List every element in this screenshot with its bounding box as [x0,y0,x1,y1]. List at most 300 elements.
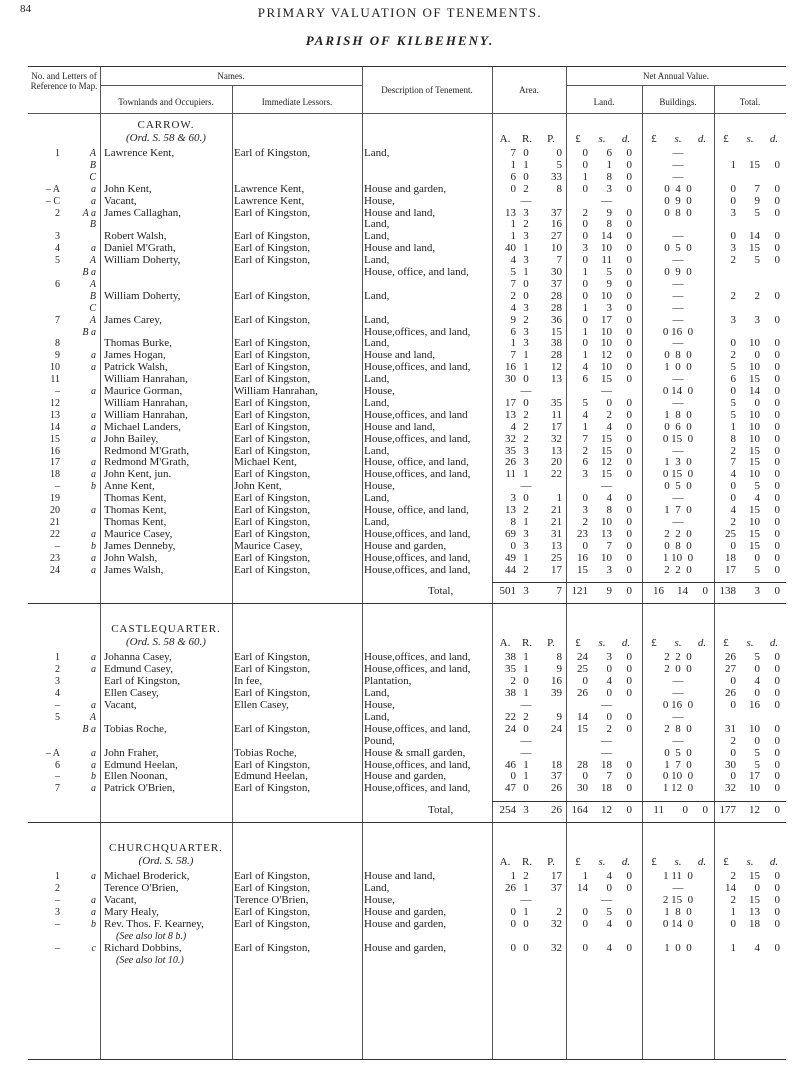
land-value-shillings: — [601,699,612,711]
map-ref-number: 2 [55,207,60,219]
land-value-pounds: 25 [577,663,588,676]
buildings-value: 2 15 0 [662,894,694,906]
ordnance-sheet: (Ord. S. 58 & 60.) [126,132,206,144]
land-value-pence: 0 [626,527,632,540]
land-value-pence: 0 [626,266,632,278]
area-acres: 13 [505,504,516,516]
occupier-name: Earl of Kingston, [104,675,181,688]
total-buildings-shillings: 0 [682,804,688,817]
area-roods: 2 [523,870,529,883]
map-ref-letter: a [91,528,96,540]
lessor-name: Earl of Kingston, [234,361,311,374]
header-total: Total. [739,97,761,107]
area-perches: 38 [551,337,562,350]
area-perches: 10 [551,242,562,255]
total-land-pence: 0 [626,804,632,817]
lessor-name: Earl of Kingston, [234,230,311,243]
total-value-shillings: 5 [754,746,760,759]
area-acres: 26 [505,882,516,895]
total-value-pence: 0 [774,432,780,445]
total-value-pence: 0 [774,882,780,895]
land-value-pence: 0 [626,468,632,481]
map-ref-number: 9 [55,350,60,362]
area-perches: 0 [556,147,562,159]
land-value-pounds: 0 [582,218,588,231]
land-value-pounds: 1 [582,301,588,314]
map-ref-number: – [55,700,60,711]
land-value-pence: 0 [626,563,632,576]
map-ref-number: 4 [55,243,60,255]
total-value-pounds: 6 [730,373,736,386]
total-value-shillings: 15 [749,504,760,516]
total-value-pounds: 1 [730,941,736,954]
area-perches: 32 [551,917,562,930]
area-acres: 49 [505,551,516,564]
area-acres: 38 [505,687,516,700]
unit-pence: d. [769,637,779,650]
land-value-pounds: 0 [582,675,588,688]
area-roods: 2 [523,218,529,231]
land-value-pence: 0 [626,917,632,930]
occupier-name: Patrick O'Brien, [104,782,176,795]
buildings-value: 0 16 0 [662,325,694,338]
map-ref-letter: b [91,771,96,783]
buildings-value: 0 9 0 [664,266,692,278]
occupier-name: James Carey, [104,313,162,326]
total-value-pounds: 0 [730,539,736,552]
total-value-pounds: 0 [730,480,736,493]
total-value-shillings: 10 [749,722,760,735]
grand-total-pounds: 138 [719,585,736,598]
area-perches: 26 [551,782,562,795]
unit-pence: d. [769,133,779,145]
lessor-name: Earl of Kingston, [234,396,311,409]
area-perches: 13 [551,444,562,457]
tenement-description: Land, [364,147,390,159]
area-perches: 7 [556,254,562,267]
total-value-shillings: 16 [749,699,760,711]
land-value-shillings: 4 [606,917,612,930]
area-roods: 0 [523,917,529,930]
tenement-description: House and garden, [364,539,447,552]
land-value-pounds: 4 [582,361,588,374]
land-value-shillings: 7 [606,539,612,552]
lessor-name: Earl of Kingston, [234,492,311,505]
occupier-name: James Walsh, [104,563,164,576]
tenement-description: House and land, [364,206,436,219]
occupier-name: Johanna Casey, [104,651,172,664]
area-perches: 16 [551,218,562,231]
land-value-pence: 0 [626,147,632,159]
total-value-shillings: 15 [749,894,760,906]
land-value-shillings: 10 [601,515,612,528]
running-title: PRIMARY VALUATION OF TENEMENTS. [257,5,543,20]
area-roods: 1 [523,905,529,918]
area-roods: 0 [523,277,529,290]
land-value-shillings: 1 [606,158,612,171]
area-roods: — [520,746,532,759]
area-roods: 0 [523,941,529,954]
land-value-shillings: 18 [601,782,612,795]
tenement-description: House,offices, and land, [364,325,471,338]
tenement-description: House,offices, and land, [364,563,471,576]
area-acres: 3 [510,492,516,505]
area-acres: 5 [510,266,516,278]
land-value-pounds: 0 [582,313,588,326]
map-ref-letter: a [91,362,96,374]
lessor-name: Earl of Kingston, [234,337,311,350]
total-value-pounds: 17 [725,563,736,576]
area-roods: 1 [523,515,529,528]
total-value-pence: 0 [774,468,780,481]
map-ref-letter: B [89,290,96,302]
land-value-pounds: 15 [577,722,588,735]
land-value-shillings: 10 [601,361,612,374]
land-value-shillings: 11 [601,254,612,267]
land-value-pence: 0 [626,373,632,386]
area-perches: 18 [551,758,562,771]
header-townlands: Townlands and Occupiers. [118,97,214,107]
map-ref-letter: a [91,895,96,906]
map-ref-number: 17 [50,457,60,469]
land-value-shillings: 0 [606,663,612,676]
occupier-name: William Hanrahan, [104,408,188,421]
townland-name: CHURCHQUARTER. [109,842,223,855]
total-value-pounds: 2 [730,870,736,883]
total-value-pence: 0 [774,941,780,954]
total-value-pence: 0 [774,687,780,700]
land-value-pounds: 0 [582,905,588,918]
lessor-name: Earl of Kingston, [234,870,311,883]
total-buildings-pence: 0 [702,804,708,817]
area-acres: 35 [505,663,516,676]
area-perches: 32 [551,941,562,954]
buildings-value: — [672,515,684,528]
land-value-pounds: 0 [582,182,588,195]
tenement-description: Pound, [364,734,395,747]
land-value-pence: 0 [626,663,632,676]
total-value-pounds: 2 [730,444,736,457]
tenement-description: House, [364,699,395,711]
area-roods: 0 [523,147,529,159]
total-value-pounds: 5 [730,361,736,374]
occupier-name: Richard Dobbins, [104,941,182,954]
map-ref-number: 1 [55,652,60,664]
land-value-pence: 0 [626,456,632,469]
occupier-name: Anne Kent, [104,480,155,493]
land-value-shillings: 4 [606,870,612,883]
ordnance-sheet: (Ord. S. 58 & 60.) [126,636,206,649]
area-perches: 17 [551,420,562,433]
area-roods: 3 [523,206,529,219]
total-value-pence: 0 [774,242,780,255]
map-ref-number: 15 [50,433,60,445]
total-value-pounds: 0 [730,917,736,930]
area-perches: 21 [551,515,562,528]
unit-pence: d. [697,133,707,145]
total-value-pence: 0 [774,313,780,326]
lessor-name: Lawrence Kent, [234,194,305,207]
land-value-pence: 0 [626,651,632,664]
area-roods: — [520,480,532,493]
land-value-shillings: — [601,480,612,493]
total-value-shillings: 4 [754,941,760,954]
total-value-pounds: 26 [725,687,736,700]
total-land-pounds: 121 [571,585,588,598]
grand-total-shillings: 3 [754,585,760,598]
lessor-name: Tobias Roche, [234,746,297,759]
land-value-pence: 0 [626,349,632,362]
area-roods: 1 [523,882,529,895]
total-value-shillings: 10 [749,515,760,528]
townland-heading [100,119,232,145]
total-value-pounds: 30 [725,758,736,771]
total-value-pounds: 5 [730,408,736,421]
total-value-pounds: 1 [730,905,736,918]
unit-perches: P. [547,637,555,650]
map-ref-letter: a [91,421,96,433]
occupier-name: Lawrence Kent, [104,147,175,159]
tenement-description: House and garden, [364,917,447,930]
land-value-pounds: 1 [582,325,588,338]
header-buildings: Buildings. [659,97,697,107]
buildings-value: — [672,373,684,386]
land-value-shillings: 2 [606,722,612,735]
occupier-name: Maurice Casey, [104,527,173,540]
land-value-shillings: — [601,194,612,207]
land-value-pence: 0 [626,182,632,195]
area-acres: 13 [505,408,516,421]
total-value-pounds: 0 [730,675,736,688]
tenement-description: House,offices, and land, [364,663,471,676]
map-ref-number: 4 [55,688,60,700]
map-ref-letter: A [89,314,96,326]
land-value-pence: 0 [626,170,632,183]
total-value-shillings: 5 [754,206,760,219]
total-value-pence: 0 [774,515,780,528]
land-value-pounds: 2 [582,515,588,528]
map-ref-letter: a [91,386,96,397]
land-value-pounds: 0 [582,492,588,505]
area-acres: 47 [505,782,516,795]
total-buildings-shillings: 14 [677,585,688,598]
map-ref-letter: a [91,652,96,664]
total-value-pence: 0 [774,758,780,771]
map-ref-letter: A [89,278,96,290]
land-value-pounds: 15 [577,563,588,576]
land-value-pounds: 1 [582,420,588,433]
townland-heading [100,842,232,868]
area-perches: 11 [551,408,562,421]
tenement-description: Land, [364,289,390,302]
area-roods: 0 [523,675,529,688]
buildings-value: 0 14 0 [662,385,694,397]
total-value-pounds: 2 [730,349,736,362]
buildings-value: — [672,254,684,267]
lessor-name: Earl of Kingston, [234,782,311,795]
total-value-shillings: 10 [749,782,760,795]
land-value-pounds: 0 [582,158,588,171]
tenement-description: Land, [364,254,390,267]
total-value-pounds: 8 [730,432,736,445]
area-roods: 1 [523,361,529,374]
total-value-shillings: 10 [749,408,760,421]
map-ref-letter: a [91,700,96,711]
area-roods: 0 [523,170,529,183]
land-value-pence: 0 [626,420,632,433]
tenement-description: Land, [364,373,390,386]
land-value-pounds: 0 [582,230,588,243]
buildings-value: — [672,158,684,171]
tenement-description: Land, [364,313,390,326]
tenement-description: House, office, and land, [364,456,469,469]
valuation-table [28,66,786,1060]
area-roods: 3 [523,325,529,338]
land-value-pence: 0 [626,206,632,219]
map-ref-letter: a [91,871,96,883]
buildings-value: — [672,444,684,457]
land-value-pence: 0 [626,758,632,771]
map-ref-number: – [55,386,60,397]
unit-roods: R. [521,856,533,869]
map-ref-letter: b [91,540,96,552]
total-value-shillings: 10 [749,468,760,481]
land-value-shillings: 9 [606,277,612,290]
total-value-pence: 0 [774,492,780,505]
land-value-shillings: 2 [606,408,612,421]
unit-shilling: s. [746,856,754,869]
land-value-pence: 0 [626,313,632,326]
land-value-shillings: 10 [601,325,612,338]
total-value-pence: 0 [774,563,780,576]
occupier-name: Vacant, [104,894,137,906]
total-value-pence: 0 [774,651,780,664]
total-value-shillings: 18 [749,917,760,930]
grand-total-pounds: 177 [719,804,736,817]
total-value-pounds: 0 [730,337,736,350]
area-acres: 0 [510,539,516,552]
map-ref-number: – A [45,747,60,759]
total-value-shillings: 5 [754,563,760,576]
area-roods: 3 [523,337,529,350]
lessor-name: Earl of Kingston, [234,504,311,516]
buildings-value: 0 16 0 [662,699,694,711]
total-value-shillings: 15 [749,373,760,386]
land-value-pounds: 0 [582,770,588,783]
area-acres: 35 [505,444,516,457]
land-value-shillings: 8 [606,504,612,516]
occupier-name: Robert Walsh, [104,230,167,243]
total-value-shillings: 4 [754,675,760,688]
map-ref-number: 1 [55,871,60,883]
land-value-pence: 0 [626,710,632,723]
area-perches: 17 [551,870,562,883]
land-value-pounds: 23 [577,527,588,540]
area-acres: 0 [510,917,516,930]
area-roods: 1 [523,349,529,362]
map-ref-number: 12 [50,397,60,409]
land-value-pence: 0 [626,675,632,688]
map-ref-number: 13 [50,409,60,421]
map-ref-number: – [55,771,60,783]
map-ref-number: 19 [50,493,60,505]
buildings-value: 1 11 0 [663,870,693,883]
land-value-pence: 0 [626,444,632,457]
buildings-value: 1 0 0 [664,941,692,954]
total-value-pounds: 1 [730,420,736,433]
header-lessors: Immediate Lessors. [261,97,333,107]
total-value-pence: 0 [774,182,780,195]
tenement-description: Land, [364,515,390,528]
land-value-shillings: 18 [601,758,612,771]
tenement-description: House and garden, [364,182,447,195]
land-value-shillings: — [601,385,612,397]
land-value-pence: 0 [626,218,632,231]
unit-roods: R. [521,133,533,145]
land-value-shillings: 13 [601,527,612,540]
total-value-shillings: 15 [749,456,760,469]
land-value-shillings: 8 [606,170,612,183]
total-value-shillings: 14 [749,385,760,397]
land-value-pence: 0 [626,539,632,552]
land-value-pounds: 24 [577,651,588,664]
area-roods: 2 [523,182,529,195]
land-value-pounds: 28 [577,758,588,771]
land-value-shillings: 5 [606,266,612,278]
total-value-pence: 0 [774,289,780,302]
unit-pound: £ [575,637,581,650]
buildings-value: — [672,675,684,688]
tenement-description: Land, [364,230,390,243]
buildings-value: — [672,734,684,747]
occupier-name: Ellen Noonan, [104,770,168,783]
total-value-pence: 0 [774,230,780,243]
lessor-name: Earl of Kingston, [234,941,311,954]
land-value-shillings: 9 [606,206,612,219]
area-perches: 20 [551,456,562,469]
map-ref-number: 21 [50,516,60,528]
area-perches: 37 [551,206,562,219]
tenement-description: House, [364,385,395,397]
lessor-name: Earl of Kingston, [234,917,311,930]
unit-perches: P. [547,856,555,869]
area-perches: 8 [556,651,562,664]
lessor-name: Earl of Kingston, [234,254,311,267]
total-value-shillings: 5 [754,480,760,493]
map-ref-number: 14 [50,421,60,433]
buildings-value: 2 2 0 [664,563,692,576]
area-acres: 0 [510,905,516,918]
occupier-name: Ellen Casey, [104,687,159,700]
lessor-name: Earl of Kingston, [234,432,311,445]
lessor-name: Earl of Kingston, [234,563,311,576]
total-value-pence: 0 [774,504,780,516]
occupier-name: James Denneby, [104,539,176,552]
land-value-shillings: 5 [606,905,612,918]
map-ref-letter: A a [82,207,96,219]
tenement-description: House,offices, and land, [364,361,471,374]
area-roods: 2 [523,408,529,421]
tenement-description: House and land, [364,870,436,883]
area-roods: 3 [523,301,529,314]
unit-shilling: s. [598,133,606,145]
header-net-value: Net Annual Value. [642,71,710,81]
land-value-pounds: 14 [577,710,588,723]
area-roods: 2 [523,420,529,433]
area-roods: 0 [523,492,529,505]
unit-shilling: s. [674,856,682,869]
total-value-shillings: 15 [749,539,760,552]
